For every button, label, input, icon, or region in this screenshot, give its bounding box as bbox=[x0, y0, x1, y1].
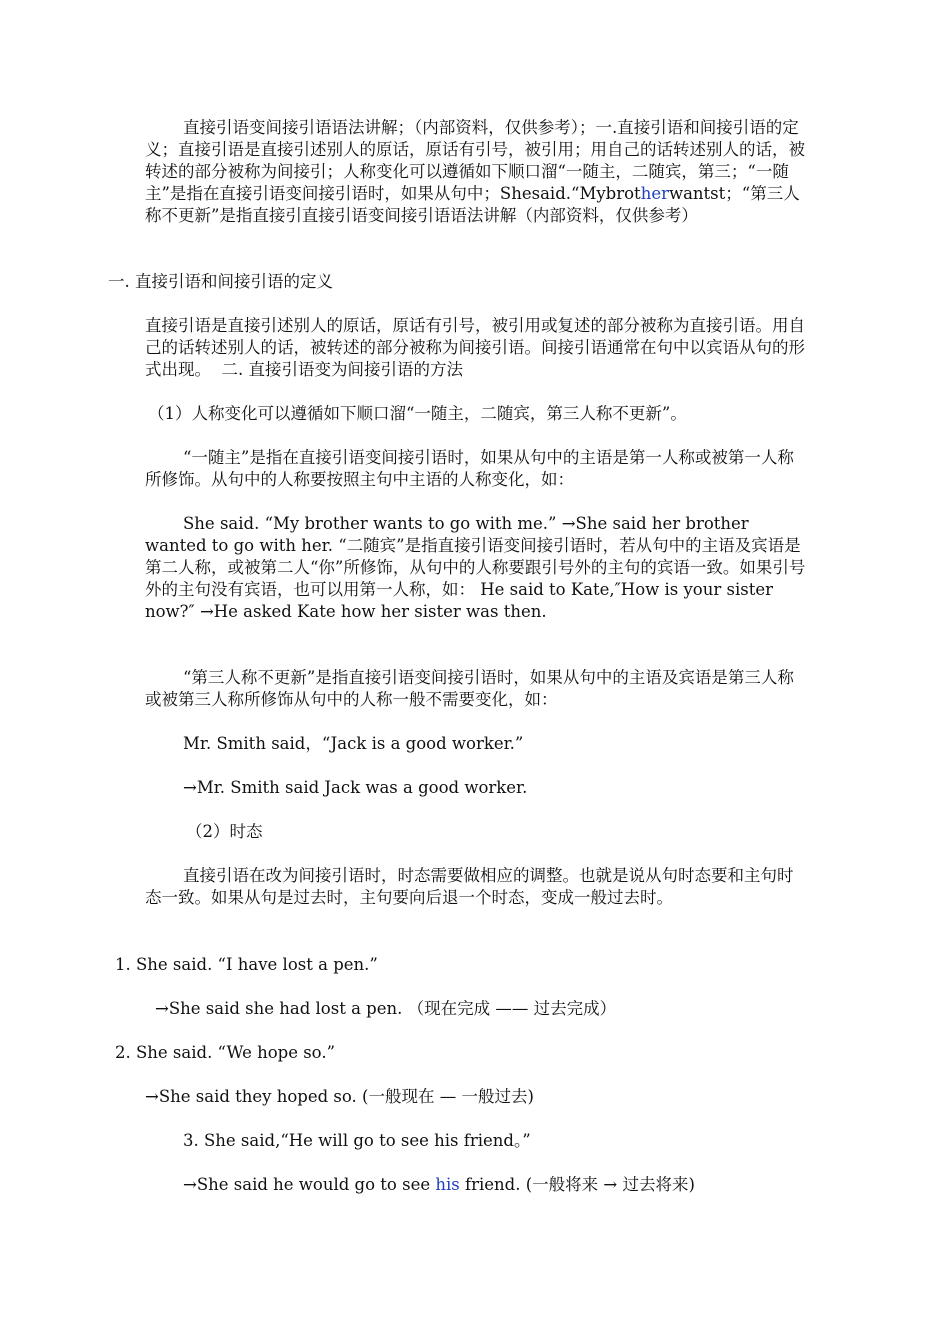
tense-example3-indirect bbox=[183, 1174, 823, 1196]
rule1-paragraph: “一随主”是指在直接引语变间接引语时，如果从句中的主语是第一人称或被第一人称所修饰。从句中的人称要按照主句中主语的人称变化，如： bbox=[145, 448, 794, 489]
section1-heading: 一. 直接引语和间接引语的定义 bbox=[108, 272, 333, 291]
example1-paragraph: She said. “My brother wants to go with me.” →She said her brother wanted to go with her. “二随宾”是指直接引语变间接引语时，若从句中的主语及宾语是第二人称，或被第二人“你”所修饰，从句中的人称要跟引号外的主句的宾语一致。如果引号外的主句没有宾语，也可以用第一人称，如： He said to Kate,″How is your sister now?″ →He asked Kate how her sister was then. bbox=[145, 514, 806, 621]
tense-example1-direct: 1. She said. “I have lost a pen.” bbox=[115, 955, 378, 974]
tense-title: （2）时态 bbox=[186, 822, 263, 841]
example3-indirect: →Mr. Smith said Jack was a good worker. bbox=[183, 778, 528, 797]
ex3-indirect-text-a: →She said he would go to see bbox=[183, 1175, 436, 1194]
intro-text-b: wantst；“第三人称不更新”是指直接引直接引语变间接引语语法讲解（内部资料，仅供参考） bbox=[145, 184, 800, 225]
tense-example2-indirect: →She said they hoped so. (一般现在 — 一般过去) bbox=[145, 1087, 534, 1106]
tense-example3-direct: 3. She said,“He will go to see his friend。” bbox=[183, 1131, 531, 1150]
tense-example2-direct: 2. She said. “We hope so.” bbox=[115, 1043, 336, 1062]
intro-paragraph bbox=[145, 117, 807, 227]
ex3-indirect-highlight: his bbox=[435, 1175, 460, 1194]
tense-example1-indirect: →She said she had lost a pen. （现在完成 —— 过去完成） bbox=[155, 999, 617, 1018]
ex3-indirect-text-b: friend. (一般将来 → 过去将来) bbox=[459, 1175, 695, 1194]
intro-text-a: 直接引语变间接引语语法讲解；（内部资料，仅供参考）；一.直接引语和间接引语的定义；直接引语是直接引述别人的原话，原话有引号，被引用；用自己的话转述别人的话，被转述的部分被称为间接引；人称变化可以遵循如下顺口溜“一随主，二随宾，第三；“一随主”是指在直接引语变间接引语时，如果从句中；Shesaid.“Mybrot bbox=[145, 118, 805, 203]
example3-direct: Mr. Smith said，“Jack is a good worker.” bbox=[183, 734, 524, 753]
definition-paragraph: 直接引语是直接引述别人的原话，原话有引号，被引用或复述的部分被称为直接引语。用自己的话转述别人的话，被转述的部分被称为间接引语。间接引语通常在句中以宾语从句的形式出现。 二. 直接引语变为间接引语的方法 bbox=[145, 316, 805, 379]
intro-text-highlight: her bbox=[640, 184, 669, 203]
person-change-title: （1）人称变化可以遵循如下顺口溜“一随主，二随宾，第三人称不更新”。 bbox=[148, 404, 687, 423]
tense-rule-paragraph: 直接引语在改为间接引语时，时态需要做相应的调整。也就是说从句时态要和主句时态一致。如果从句是过去时，主句要向后退一个时态，变成一般过去时。 bbox=[145, 866, 794, 907]
rule3-paragraph: “第三人称不更新”是指直接引语变间接引语时，如果从句中的主语及宾语是第三人称或被第三人称所修饰从句中的人称一般不需要变化，如： bbox=[145, 668, 794, 709]
